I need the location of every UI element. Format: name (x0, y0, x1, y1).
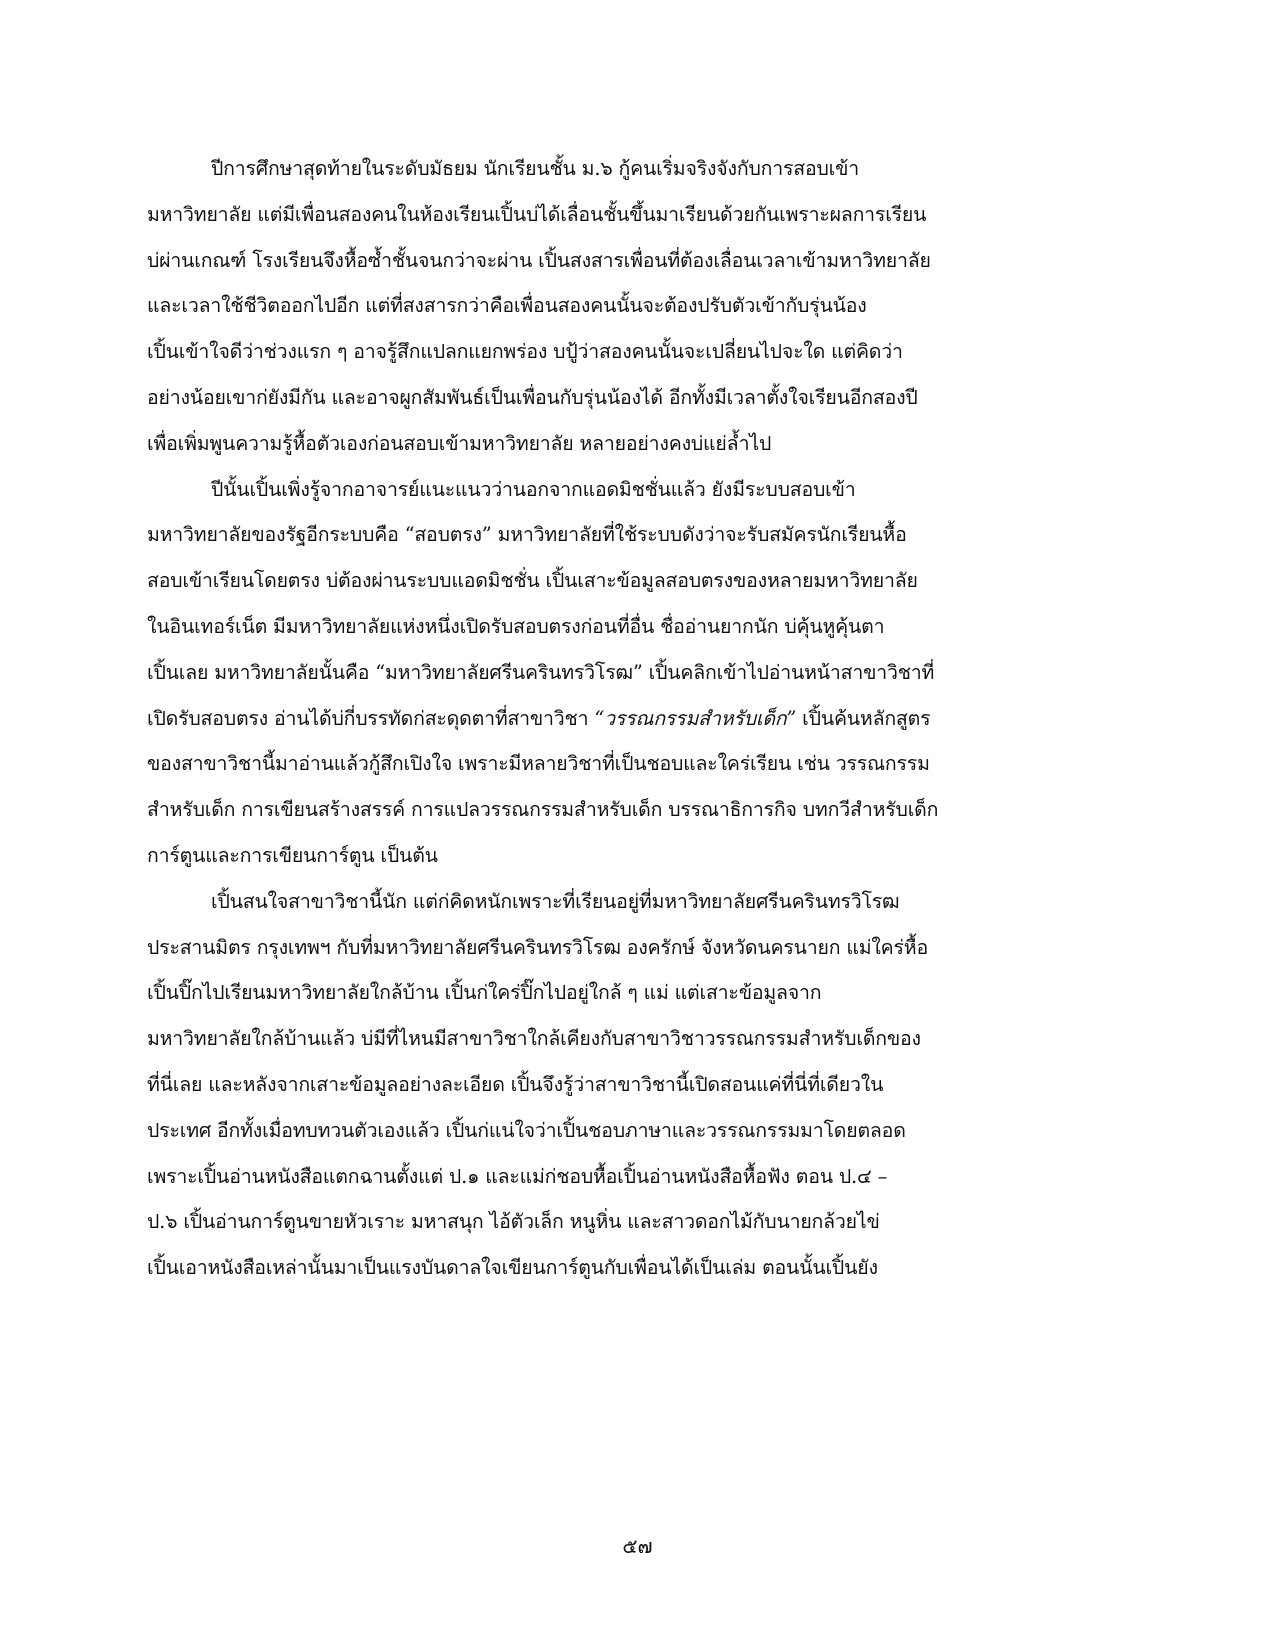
paragraph-2-line-1: ปีนั้นเปิ้นเพิ่งรู้จากอาจารย์แนะแนวว่านอกจากแอดมิชชั่นแล้ว ยังมีระบบสอบเข้า (211, 477, 856, 501)
paragraph-1-line-2: มหาวิทยาลัย แต่มีเพื่อนสองคนในห้องเรียนเปิ้นบ่ได้เลื่อนชั้นขึ้นมาเรียนด้วยกันเพราะผลการเรียน (147, 202, 927, 226)
paragraph-2-line-7: ของสาขาวิชานี้มาอ่านแล้วกู้สึกเปิงใจ เพราะมีหลายวิชาที่เป็นชอบและใคร่เรียน เช่น วรรณกรรม (147, 752, 930, 776)
paragraph-2-line-2: มหาวิทยาลัยของรัฐอีกระบบคือ “สอบตรง” มหาวิทยาลัยที่ใช้ระบบดังว่าจะรับสมัครนักเรียนหื้อ (147, 523, 907, 547)
paragraph-1-line-4: และเวลาใช้ชีวิตออกไปอีก แต่ที่สงสารกว่าคือเพื่อนสองคนนั้นจะต้องปรับตัวเข้ากับรุ่นน้อง (147, 294, 867, 318)
line-6-after: เปิ้นค้นหลักสูตร (796, 706, 931, 730)
paragraph-2-line-6 (147, 696, 1012, 742)
paragraph-2-line-9: การ์ตูนและการเขียนการ์ตูน เป็นต้น (147, 843, 438, 867)
paragraph-3-line-7: เพราะเปิ้นอ่านหนังสือแตกฉานตั้งแต่ ป.๑ และแม่ก่ชอบหื้อเปิ้นอ่านหนังสือหื้อฟัง ตอน ป.๔ – (147, 1164, 888, 1188)
paragraph-2-line-8: สำหรับเด็ก การเขียนสร้างสรรค์ การแปลวรรณกรรมสำหรับเด็ก บรรณาธิการกิจ บทกวีสำหรับเด็ก (147, 798, 939, 822)
paragraph-3-line-9: เปิ้นเอาหนังสือเหล่านั้นมาเป็นแรงบันดาลใจเขียนการ์ตูนกับเพื่อนได้เป็นเล่ม ตอนนั้นเปิ้นยัง (147, 1256, 878, 1280)
page-number: ๕๗ (622, 1534, 653, 1558)
paragraph-3-line-3: เปิ้นปิ๊กไปเรียนมหาวิทยาลัยใกล้บ้าน เปิ้นก่ใคร่ปิ๊กไปอยู่ใกล้ ๆ แม่ แต่เสาะข้อมูลจาก (147, 981, 822, 1005)
paragraph-2-line-4: ในอินเทอร์เน็ต มีมหาวิทยาลัยแห่งหนึ่งเปิดรับสอบตรงก่อนที่อื่น ชื่ออ่านยากนัก บ่คุ้นหูคุ้นตา (147, 614, 885, 638)
paragraph-1-line-6: อย่างน้อยเขาก่ยังมีกัน และอาจผูกสัมพันธ์เป็นเพื่อนกับรุ่นน้องได้ อีกทั้งมีเวลาตั้งใจเรียนอีกสองปี (147, 385, 918, 409)
paragraph-3-line-8: ป.๖ เปิ้นอ่านการ์ตูนขายหัวเราะ มหาสนุก ไอ้ตัวเล็ก หนูหิ่น และสาวดอกไม้กับนายกล้วยไข่ (147, 1210, 880, 1234)
paragraph-1-line-7: เพื่อเพิ่มพูนความรู้หื้อตัวเองก่อนสอบเข้ามหาวิทยาลัย หลายอย่างคงบ่แย่ล้ำไป (147, 431, 772, 455)
body-text (147, 146, 1012, 1291)
paragraph-1-line-1: ปีการศึกษาสุดท้ายในระดับมัธยม นักเรียนชั้น ม.๖ กู้คนเริ่มจริงจังกับการสอบเข้า (211, 157, 859, 180)
paragraph-1-line-3: บ่ผ่านเกณฑ์ โรงเรียนจึงหื้อซ้ำชั้นจนกว่าจะผ่าน เปิ้นสงสารเพื่อนที่ต้องเลื่อนเวลาเข้ามหาวิทยาลัย (147, 248, 931, 272)
paragraph-3-line-4: มหาวิทยาลัยใกล้บ้านแล้ว บ่มีที่ไหนมีสาขาวิชาใกล้เคียงกับสาขาวิชาวรรณกรรมสำหรับเด็กของ (147, 1027, 921, 1051)
italic-subject-title: “วรรณกรรมสำหรับเด็ก” (594, 706, 797, 730)
line-6-before: เปิดรับสอบตรง อ่านได้บ่กี่บรรทัดก่สะดุดตาที่สาขาวิชา (147, 706, 595, 730)
paragraph-3-line-6: ประเทศ อีกทั้งเมื่อทบทวนตัวเองแล้ว เปิ้นก่แน่ใจว่าเปิ้นชอบภาษาและวรรณกรรมมาโดยตลอด (147, 1118, 906, 1142)
paragraph-3-line-1: เปิ้นสนใจสาขาวิชานี้นัก แต่ก่คิดหนักเพราะที่เรียนอยู่ที่มหาวิทยาลัยศรีนครินทรวิโรฒ (211, 889, 900, 913)
paragraph-3-line-2: ประสานมิตร กรุงเทพฯ กับที่มหาวิทยาลัยศรีนครินทรวิโรฒ องครักษ์ จังหวัดนครนายก แม่ใคร่หื้อ (147, 935, 928, 959)
paragraph-1-line-5: เปิ้นเข้าใจดีว่าช่วงแรก ๆ อาจรู้สึกแปลกแยกพร่อง บปู้ว่าสองคนนั้นจะเปลี่ยนไปจะใด แต่คิดว่า (147, 340, 903, 364)
paragraph-3-line-5: ที่นี่เลย และหลังจากเสาะข้อมูลอย่างละเอียด เปิ้นจึงรู้ว่าสาขาวิชานี้เปิดสอนแค่ที่นี่ที่เดียวใน (147, 1072, 884, 1096)
paragraph-2-line-5: เปิ้นเลย มหาวิทยาลัยนั้นคือ “มหาวิทยาลัยศรีนครินทรวิโรฒ” เปิ้นคลิกเข้าไปอ่านหน้าสาขาวิชาที่ (147, 660, 935, 684)
paragraph-2-line-3: สอบเข้าเรียนโดยตรง บ่ต้องผ่านระบบแอดมิชชั่น เปิ้นเสาะข้อมูลสอบตรงของหลายมหาวิทยาลัย (147, 569, 918, 593)
